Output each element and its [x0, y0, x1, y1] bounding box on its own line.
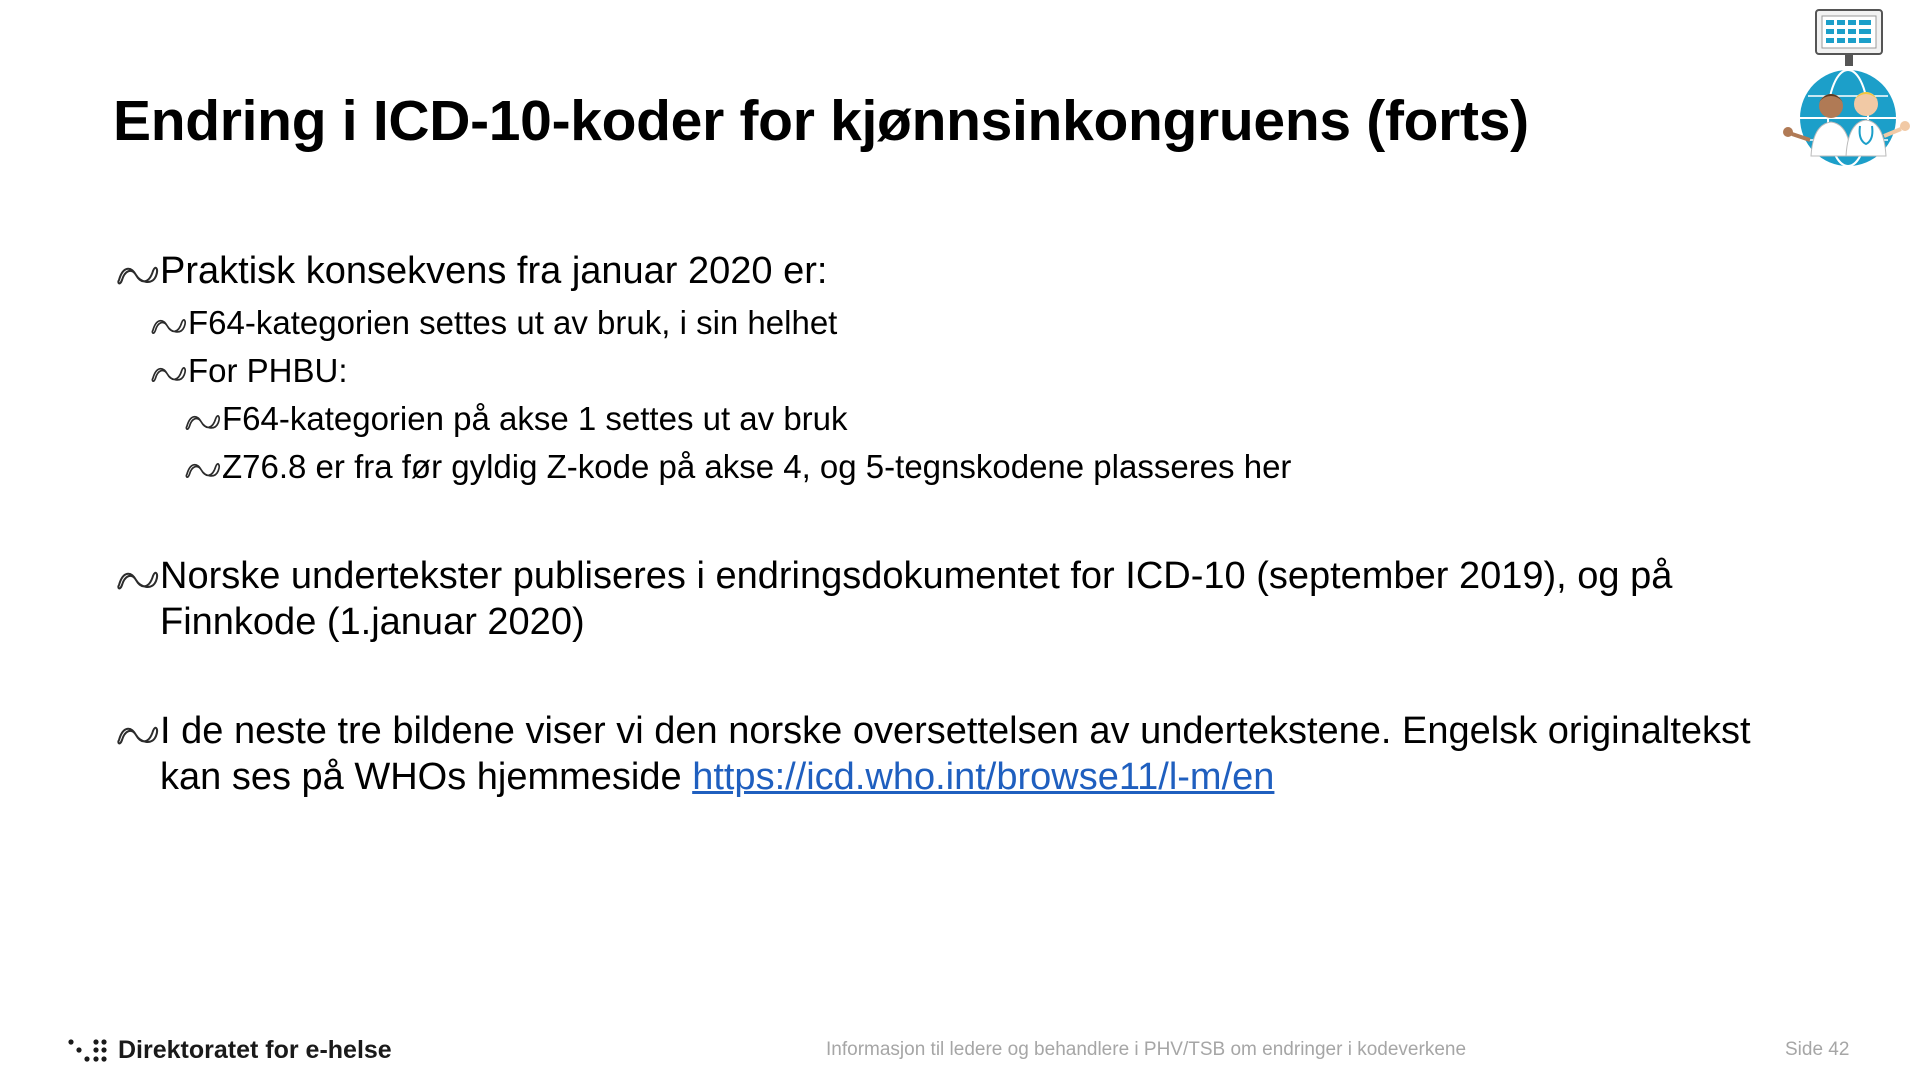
- who-link[interactable]: https://icd.who.int/browse11/l-m/en: [692, 756, 1275, 799]
- bullet-item: [150, 351, 1790, 391]
- page-number: Side 42: [1785, 1039, 1850, 1060]
- wavy-bullet-icon: [184, 411, 222, 433]
- wavy-bullet-icon: [116, 722, 160, 748]
- wavy-bullet-icon: [150, 315, 188, 337]
- bullet-text-part: I de neste tre bildene viser vi den norske oversettelsen av undertekstene. Engelsk originaltekst kan ses på WHOs hjemmeside: [160, 710, 1751, 799]
- organization-name: Direktoratet for e-helse: [118, 1036, 392, 1064]
- bullet-text: F64-kategorien settes ut av bruk, i sin helhet: [188, 304, 838, 341]
- bullet-item: [116, 553, 1796, 646]
- bullet-item: [116, 708, 1796, 801]
- doctors-globe-monitor-icon: [1778, 8, 1912, 168]
- bullet-text: [160, 708, 1796, 801]
- bullet-item: [184, 399, 1794, 439]
- wavy-bullet-icon: [150, 363, 188, 385]
- wavy-bullet-icon: [116, 567, 160, 593]
- bullet-text: Praktisk konsekvens fra januar 2020 er:: [160, 250, 828, 292]
- dots-logo-icon: [68, 1038, 112, 1064]
- doctors-globe-illustration: [1778, 8, 1912, 168]
- bullet-text: For PHBU:: [188, 352, 348, 389]
- bullet-text: Norske undertekster publiseres i endringsdokumentet for ICD-10 (september 2019), og på Finnkode (1.januar 2020): [160, 555, 1673, 644]
- slide-title: Endring i ICD-10-koder for kjønnsinkongruens (forts): [113, 89, 1529, 153]
- wavy-bullet-icon: [116, 262, 160, 288]
- bullet-item: [184, 447, 1794, 487]
- wavy-bullet-icon: [184, 459, 222, 481]
- bullet-item: [150, 303, 1790, 343]
- bullet-text: F64-kategorien på akse 1 settes ut av bruk: [222, 400, 848, 437]
- footer-info: Informasjon til ledere og behandlere i PHV/TSB om endringer i kodeverkene: [826, 1039, 1467, 1060]
- footer-logo: [68, 1036, 392, 1065]
- bullet-text: Z76.8 er fra før gyldig Z-kode på akse 4, og 5-tegnskodene plasseres her: [222, 448, 1292, 485]
- bullet-item: [116, 248, 1796, 294]
